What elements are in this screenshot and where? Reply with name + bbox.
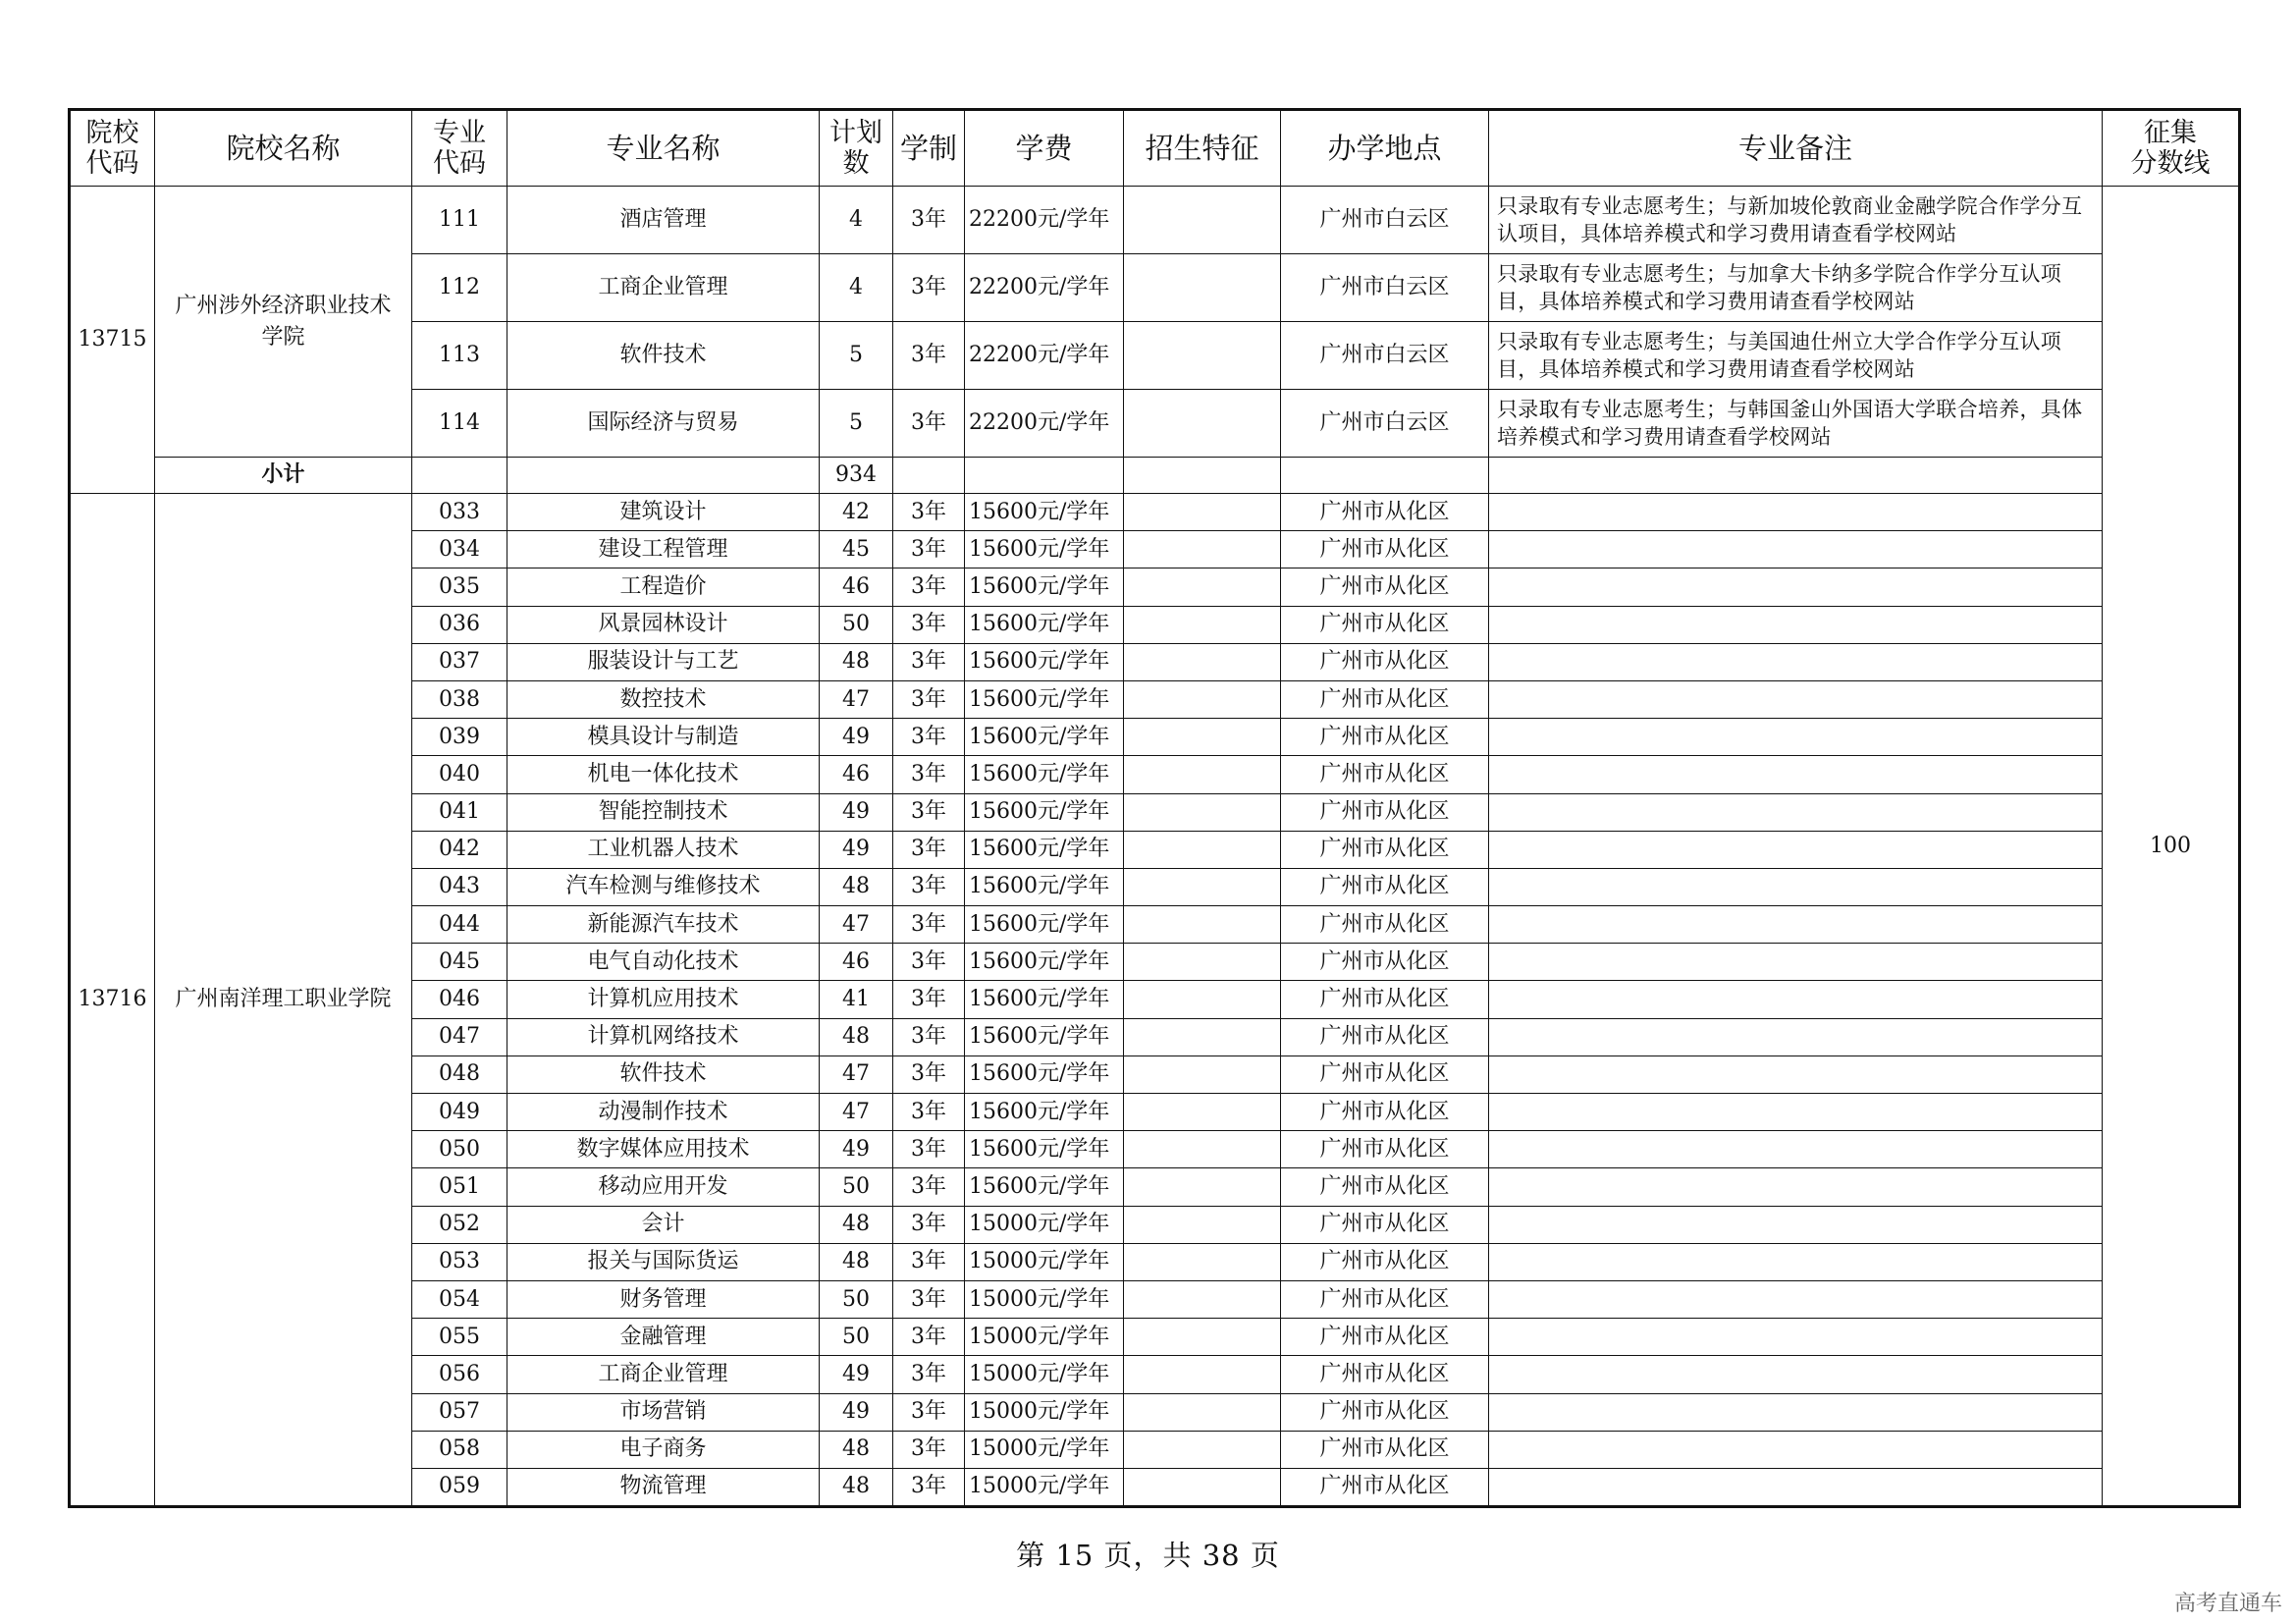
remark-cell bbox=[1489, 1243, 2103, 1280]
location-cell: 广州市从化区 bbox=[1281, 680, 1489, 718]
plan-cell: 50 bbox=[820, 606, 893, 643]
major-name-cell: 酒店管理 bbox=[507, 187, 820, 254]
header-school-name: 院校名称 bbox=[155, 110, 412, 187]
remark-cell bbox=[1489, 831, 2103, 868]
feature-cell bbox=[1124, 1356, 1281, 1393]
feature-cell bbox=[1124, 981, 1281, 1018]
remark-cell bbox=[1489, 981, 2103, 1018]
table-cell bbox=[1124, 458, 1281, 494]
location-cell: 广州市从化区 bbox=[1281, 1168, 1489, 1206]
location-cell: 广州市从化区 bbox=[1281, 1431, 1489, 1468]
duration-cell: 3年 bbox=[893, 1131, 965, 1168]
major-code-cell: 037 bbox=[412, 643, 507, 680]
tuition-cell: 15600元/学年 bbox=[965, 1168, 1124, 1206]
feature-cell bbox=[1124, 868, 1281, 905]
tuition-cell: 15000元/学年 bbox=[965, 1243, 1124, 1280]
major-code-cell: 035 bbox=[412, 568, 507, 606]
location-cell: 广州市白云区 bbox=[1281, 187, 1489, 254]
location-cell: 广州市从化区 bbox=[1281, 944, 1489, 981]
tuition-cell: 15600元/学年 bbox=[965, 719, 1124, 756]
header-remark: 专业备注 bbox=[1489, 110, 2103, 187]
location-cell: 广州市从化区 bbox=[1281, 906, 1489, 944]
remark-cell: 只录取有专业志愿考生；与新加坡伦敦商业金融学院合作学分互认项目，具体培养模式和学习费用请查看学校网站 bbox=[1489, 187, 2103, 254]
remark-cell bbox=[1489, 1319, 2103, 1356]
feature-cell bbox=[1124, 531, 1281, 568]
major-name-cell: 建筑设计 bbox=[507, 494, 820, 531]
major-name-cell: 建设工程管理 bbox=[507, 531, 820, 568]
duration-cell: 3年 bbox=[893, 719, 965, 756]
major-name-cell: 国际经济与贸易 bbox=[507, 390, 820, 458]
major-code-cell: 111 bbox=[412, 187, 507, 254]
remark-cell bbox=[1489, 944, 2103, 981]
plan-cell: 4 bbox=[820, 254, 893, 322]
duration-cell: 3年 bbox=[893, 906, 965, 944]
major-name-cell: 风景园林设计 bbox=[507, 606, 820, 643]
major-name-cell: 软件技术 bbox=[507, 322, 820, 390]
major-name-cell: 工程造价 bbox=[507, 568, 820, 606]
header-row bbox=[70, 110, 2240, 187]
remark-cell bbox=[1489, 793, 2103, 831]
plan-cell: 48 bbox=[820, 1018, 893, 1056]
duration-cell: 3年 bbox=[893, 981, 965, 1018]
feature-cell bbox=[1124, 643, 1281, 680]
plan-cell: 47 bbox=[820, 680, 893, 718]
major-name-cell: 物流管理 bbox=[507, 1468, 820, 1506]
location-cell: 广州市从化区 bbox=[1281, 756, 1489, 793]
location-cell: 广州市从化区 bbox=[1281, 719, 1489, 756]
remark-cell bbox=[1489, 1393, 2103, 1431]
location-cell: 广州市白云区 bbox=[1281, 390, 1489, 458]
table-row bbox=[70, 187, 2240, 254]
duration-cell: 3年 bbox=[893, 1094, 965, 1131]
major-code-cell: 036 bbox=[412, 606, 507, 643]
location-cell: 广州市从化区 bbox=[1281, 1131, 1489, 1168]
location-cell: 广州市从化区 bbox=[1281, 831, 1489, 868]
header-plan: 计划 数 bbox=[820, 110, 893, 187]
feature-cell bbox=[1124, 906, 1281, 944]
plan-cell: 4 bbox=[820, 187, 893, 254]
duration-cell: 3年 bbox=[893, 1356, 965, 1393]
plan-cell: 5 bbox=[820, 390, 893, 458]
feature-cell bbox=[1124, 568, 1281, 606]
major-name-cell: 软件技术 bbox=[507, 1056, 820, 1093]
major-name-cell: 工业机器人技术 bbox=[507, 831, 820, 868]
major-code-cell: 039 bbox=[412, 719, 507, 756]
feature-cell bbox=[1124, 1280, 1281, 1318]
tuition-cell: 15600元/学年 bbox=[965, 1018, 1124, 1056]
tuition-cell: 15600元/学年 bbox=[965, 793, 1124, 831]
remark-cell bbox=[1489, 756, 2103, 793]
major-code-cell: 040 bbox=[412, 756, 507, 793]
duration-cell: 3年 bbox=[893, 1431, 965, 1468]
major-code-cell: 034 bbox=[412, 531, 507, 568]
remark-cell bbox=[1489, 1468, 2103, 1506]
plan-cell: 46 bbox=[820, 944, 893, 981]
plan-cell: 41 bbox=[820, 981, 893, 1018]
tuition-cell: 15600元/学年 bbox=[965, 680, 1124, 718]
table-cell bbox=[412, 458, 507, 494]
duration-cell: 3年 bbox=[893, 531, 965, 568]
plan-cell: 46 bbox=[820, 568, 893, 606]
duration-cell: 3年 bbox=[893, 390, 965, 458]
tuition-cell: 22200元/学年 bbox=[965, 390, 1124, 458]
major-code-cell: 113 bbox=[412, 322, 507, 390]
duration-cell: 3年 bbox=[893, 606, 965, 643]
duration-cell: 3年 bbox=[893, 1206, 965, 1243]
major-code-cell: 033 bbox=[412, 494, 507, 531]
school-code-cell: 13716 bbox=[70, 494, 155, 1507]
plan-cell: 50 bbox=[820, 1168, 893, 1206]
remark-cell: 只录取有专业志愿考生；与韩国釜山外国语大学联合培养，具体培养模式和学习费用请查看学校网站 bbox=[1489, 390, 2103, 458]
tuition-cell: 15600元/学年 bbox=[965, 868, 1124, 905]
plan-cell: 48 bbox=[820, 1243, 893, 1280]
location-cell: 广州市白云区 bbox=[1281, 322, 1489, 390]
tuition-cell: 15000元/学年 bbox=[965, 1280, 1124, 1318]
duration-cell: 3年 bbox=[893, 1018, 965, 1056]
tuition-cell: 15600元/学年 bbox=[965, 531, 1124, 568]
remark-cell bbox=[1489, 719, 2103, 756]
school-code-cell: 13715 bbox=[70, 187, 155, 494]
major-code-cell: 051 bbox=[412, 1168, 507, 1206]
major-name-cell: 报关与国际货运 bbox=[507, 1243, 820, 1280]
duration-cell: 3年 bbox=[893, 1319, 965, 1356]
header-major-code: 专业 代码 bbox=[412, 110, 507, 187]
duration-cell: 3年 bbox=[893, 756, 965, 793]
feature-cell bbox=[1124, 322, 1281, 390]
major-code-cell: 044 bbox=[412, 906, 507, 944]
header-duration: 学制 bbox=[893, 110, 965, 187]
plan-cell: 42 bbox=[820, 494, 893, 531]
location-cell: 广州市从化区 bbox=[1281, 1356, 1489, 1393]
duration-cell: 3年 bbox=[893, 831, 965, 868]
remark-cell bbox=[1489, 1206, 2103, 1243]
major-code-cell: 056 bbox=[412, 1356, 507, 1393]
feature-cell bbox=[1124, 1018, 1281, 1056]
major-name-cell: 数控技术 bbox=[507, 680, 820, 718]
major-name-cell: 会计 bbox=[507, 1206, 820, 1243]
location-cell: 广州市从化区 bbox=[1281, 1319, 1489, 1356]
tuition-cell: 15000元/学年 bbox=[965, 1356, 1124, 1393]
table-cell bbox=[1281, 458, 1489, 494]
feature-cell bbox=[1124, 831, 1281, 868]
feature-cell bbox=[1124, 606, 1281, 643]
duration-cell: 3年 bbox=[893, 1056, 965, 1093]
major-name-cell: 机电一体化技术 bbox=[507, 756, 820, 793]
location-cell: 广州市从化区 bbox=[1281, 1056, 1489, 1093]
tuition-cell: 15600元/学年 bbox=[965, 494, 1124, 531]
location-cell: 广州市从化区 bbox=[1281, 1243, 1489, 1280]
subtotal-row bbox=[70, 458, 2240, 494]
header-feature: 招生特征 bbox=[1124, 110, 1281, 187]
duration-cell: 3年 bbox=[893, 1468, 965, 1506]
major-code-cell: 043 bbox=[412, 868, 507, 905]
feature-cell bbox=[1124, 1206, 1281, 1243]
major-name-cell: 计算机网络技术 bbox=[507, 1018, 820, 1056]
header-location: 办学地点 bbox=[1281, 110, 1489, 187]
duration-cell: 3年 bbox=[893, 1168, 965, 1206]
remark-cell bbox=[1489, 1018, 2103, 1056]
tuition-cell: 15600元/学年 bbox=[965, 1131, 1124, 1168]
location-cell: 广州市白云区 bbox=[1281, 254, 1489, 322]
major-name-cell: 服装设计与工艺 bbox=[507, 643, 820, 680]
plan-cell: 49 bbox=[820, 1356, 893, 1393]
header-school-code: 院校 代码 bbox=[70, 110, 155, 187]
feature-cell bbox=[1124, 756, 1281, 793]
major-code-cell: 058 bbox=[412, 1431, 507, 1468]
feature-cell bbox=[1124, 254, 1281, 322]
remark-cell bbox=[1489, 1168, 2103, 1206]
cutoff-score-cell: 100 bbox=[2103, 187, 2240, 1507]
tuition-cell: 15600元/学年 bbox=[965, 981, 1124, 1018]
tuition-cell: 22200元/学年 bbox=[965, 187, 1124, 254]
major-name-cell: 移动应用开发 bbox=[507, 1168, 820, 1206]
duration-cell: 3年 bbox=[893, 1393, 965, 1431]
major-code-cell: 041 bbox=[412, 793, 507, 831]
major-code-cell: 114 bbox=[412, 390, 507, 458]
tuition-cell: 15600元/学年 bbox=[965, 944, 1124, 981]
tuition-cell: 15600元/学年 bbox=[965, 756, 1124, 793]
tuition-cell: 15000元/学年 bbox=[965, 1206, 1124, 1243]
duration-cell: 3年 bbox=[893, 494, 965, 531]
major-code-cell: 047 bbox=[412, 1018, 507, 1056]
duration-cell: 3年 bbox=[893, 793, 965, 831]
location-cell: 广州市从化区 bbox=[1281, 606, 1489, 643]
major-code-cell: 042 bbox=[412, 831, 507, 868]
table-cell bbox=[1489, 458, 2103, 494]
plan-cell: 5 bbox=[820, 322, 893, 390]
feature-cell bbox=[1124, 1056, 1281, 1093]
duration-cell: 3年 bbox=[893, 1243, 965, 1280]
plan-cell: 48 bbox=[820, 1468, 893, 1506]
feature-cell bbox=[1124, 1319, 1281, 1356]
feature-cell bbox=[1124, 719, 1281, 756]
subtotal-label: 小计 bbox=[155, 458, 412, 494]
major-code-cell: 057 bbox=[412, 1393, 507, 1431]
major-name-cell: 财务管理 bbox=[507, 1280, 820, 1318]
major-name-cell: 动漫制作技术 bbox=[507, 1094, 820, 1131]
tuition-cell: 15000元/学年 bbox=[965, 1393, 1124, 1431]
major-name-cell: 模具设计与制造 bbox=[507, 719, 820, 756]
major-code-cell: 038 bbox=[412, 680, 507, 718]
table-row bbox=[70, 494, 2240, 531]
major-code-cell: 059 bbox=[412, 1468, 507, 1506]
location-cell: 广州市从化区 bbox=[1281, 1018, 1489, 1056]
feature-cell bbox=[1124, 494, 1281, 531]
feature-cell bbox=[1124, 1131, 1281, 1168]
feature-cell bbox=[1124, 1393, 1281, 1431]
header-tuition: 学费 bbox=[965, 110, 1124, 187]
major-name-cell: 数字媒体应用技术 bbox=[507, 1131, 820, 1168]
tuition-cell: 15000元/学年 bbox=[965, 1431, 1124, 1468]
duration-cell: 3年 bbox=[893, 322, 965, 390]
duration-cell: 3年 bbox=[893, 944, 965, 981]
major-code-cell: 053 bbox=[412, 1243, 507, 1280]
duration-cell: 3年 bbox=[893, 568, 965, 606]
duration-cell: 3年 bbox=[893, 254, 965, 322]
location-cell: 广州市从化区 bbox=[1281, 1206, 1489, 1243]
plan-cell: 48 bbox=[820, 1431, 893, 1468]
tuition-cell: 15600元/学年 bbox=[965, 568, 1124, 606]
major-code-cell: 045 bbox=[412, 944, 507, 981]
major-name-cell: 市场营销 bbox=[507, 1393, 820, 1431]
feature-cell bbox=[1124, 793, 1281, 831]
plan-cell: 49 bbox=[820, 793, 893, 831]
major-name-cell: 电气自动化技术 bbox=[507, 944, 820, 981]
location-cell: 广州市从化区 bbox=[1281, 531, 1489, 568]
tuition-cell: 15600元/学年 bbox=[965, 606, 1124, 643]
location-cell: 广州市从化区 bbox=[1281, 1094, 1489, 1131]
plan-cell: 50 bbox=[820, 1280, 893, 1318]
feature-cell bbox=[1124, 1468, 1281, 1506]
location-cell: 广州市从化区 bbox=[1281, 868, 1489, 905]
remark-cell bbox=[1489, 680, 2103, 718]
feature-cell bbox=[1124, 187, 1281, 254]
tuition-cell: 15600元/学年 bbox=[965, 1094, 1124, 1131]
major-name-cell: 电子商务 bbox=[507, 1431, 820, 1468]
tuition-cell: 22200元/学年 bbox=[965, 322, 1124, 390]
remark-cell bbox=[1489, 868, 2103, 905]
duration-cell: 3年 bbox=[893, 1280, 965, 1318]
major-name-cell: 计算机应用技术 bbox=[507, 981, 820, 1018]
remark-cell bbox=[1489, 643, 2103, 680]
tuition-cell: 15600元/学年 bbox=[965, 643, 1124, 680]
school-name-cell: 广州南洋理工职业学院 bbox=[155, 494, 412, 1507]
plan-cell: 47 bbox=[820, 1056, 893, 1093]
duration-cell: 3年 bbox=[893, 187, 965, 254]
feature-cell bbox=[1124, 1431, 1281, 1468]
plan-cell: 49 bbox=[820, 719, 893, 756]
major-name-cell: 智能控制技术 bbox=[507, 793, 820, 831]
major-code-cell: 050 bbox=[412, 1131, 507, 1168]
major-name-cell: 金融管理 bbox=[507, 1319, 820, 1356]
remark-cell: 只录取有专业志愿考生；与美国迪仕州立大学合作学分互认项目，具体培养模式和学习费用请查看学校网站 bbox=[1489, 322, 2103, 390]
remark-cell bbox=[1489, 1094, 2103, 1131]
location-cell: 广州市从化区 bbox=[1281, 981, 1489, 1018]
location-cell: 广州市从化区 bbox=[1281, 643, 1489, 680]
plan-cell: 47 bbox=[820, 1094, 893, 1131]
remark-cell bbox=[1489, 1280, 2103, 1318]
major-code-cell: 049 bbox=[412, 1094, 507, 1131]
remark-cell bbox=[1489, 531, 2103, 568]
table-cell bbox=[893, 458, 965, 494]
plan-cell: 49 bbox=[820, 1131, 893, 1168]
remark-cell bbox=[1489, 568, 2103, 606]
tuition-cell: 15000元/学年 bbox=[965, 1319, 1124, 1356]
plan-cell: 48 bbox=[820, 643, 893, 680]
major-name-cell: 新能源汽车技术 bbox=[507, 906, 820, 944]
header-major-name: 专业名称 bbox=[507, 110, 820, 187]
header-cutoff: 征集 分数线 bbox=[2103, 110, 2240, 187]
plan-cell: 49 bbox=[820, 831, 893, 868]
admission-plan-table bbox=[68, 108, 2241, 1508]
location-cell: 广州市从化区 bbox=[1281, 793, 1489, 831]
remark-cell bbox=[1489, 1356, 2103, 1393]
feature-cell bbox=[1124, 1094, 1281, 1131]
tuition-cell: 22200元/学年 bbox=[965, 254, 1124, 322]
tuition-cell: 15000元/学年 bbox=[965, 1468, 1124, 1506]
plan-cell: 45 bbox=[820, 531, 893, 568]
plan-cell: 48 bbox=[820, 868, 893, 905]
plan-cell: 47 bbox=[820, 906, 893, 944]
duration-cell: 3年 bbox=[893, 868, 965, 905]
tuition-cell: 15600元/学年 bbox=[965, 906, 1124, 944]
table-cell bbox=[965, 458, 1124, 494]
remark-cell bbox=[1489, 1431, 2103, 1468]
location-cell: 广州市从化区 bbox=[1281, 1393, 1489, 1431]
remark-cell bbox=[1489, 1056, 2103, 1093]
plan-cell: 46 bbox=[820, 756, 893, 793]
subtotal-value: 934 bbox=[820, 458, 893, 494]
major-code-cell: 048 bbox=[412, 1056, 507, 1093]
remark-cell bbox=[1489, 606, 2103, 643]
major-code-cell: 112 bbox=[412, 254, 507, 322]
table-cell bbox=[507, 458, 820, 494]
major-code-cell: 054 bbox=[412, 1280, 507, 1318]
remark-cell bbox=[1489, 494, 2103, 531]
major-code-cell: 055 bbox=[412, 1319, 507, 1356]
location-cell: 广州市从化区 bbox=[1281, 494, 1489, 531]
location-cell: 广州市从化区 bbox=[1281, 1468, 1489, 1506]
table-body bbox=[70, 187, 2240, 1507]
major-name-cell: 汽车检测与维修技术 bbox=[507, 868, 820, 905]
watermark: 高考直通车 bbox=[2173, 1592, 2282, 1616]
location-cell: 广州市从化区 bbox=[1281, 568, 1489, 606]
feature-cell bbox=[1124, 944, 1281, 981]
school-name-cell: 广州涉外经济职业技术学院 bbox=[155, 187, 412, 458]
remark-cell bbox=[1489, 1131, 2103, 1168]
location-cell: 广州市从化区 bbox=[1281, 1280, 1489, 1318]
page-number: 第 15 页，共 38 页 bbox=[1016, 1539, 1280, 1572]
major-name-cell: 工商企业管理 bbox=[507, 1356, 820, 1393]
major-code-cell: 052 bbox=[412, 1206, 507, 1243]
duration-cell: 3年 bbox=[893, 680, 965, 718]
remark-cell: 只录取有专业志愿考生；与加拿大卡纳多学院合作学分互认项目，具体培养模式和学习费用请查看学校网站 bbox=[1489, 254, 2103, 322]
plan-cell: 50 bbox=[820, 1319, 893, 1356]
tuition-cell: 15600元/学年 bbox=[965, 831, 1124, 868]
plan-cell: 48 bbox=[820, 1206, 893, 1243]
tuition-cell: 15600元/学年 bbox=[965, 1056, 1124, 1093]
feature-cell bbox=[1124, 1243, 1281, 1280]
remark-cell bbox=[1489, 906, 2103, 944]
feature-cell bbox=[1124, 390, 1281, 458]
feature-cell bbox=[1124, 1168, 1281, 1206]
plan-cell: 49 bbox=[820, 1393, 893, 1431]
duration-cell: 3年 bbox=[893, 643, 965, 680]
major-code-cell: 046 bbox=[412, 981, 507, 1018]
major-name-cell: 工商企业管理 bbox=[507, 254, 820, 322]
feature-cell bbox=[1124, 680, 1281, 718]
